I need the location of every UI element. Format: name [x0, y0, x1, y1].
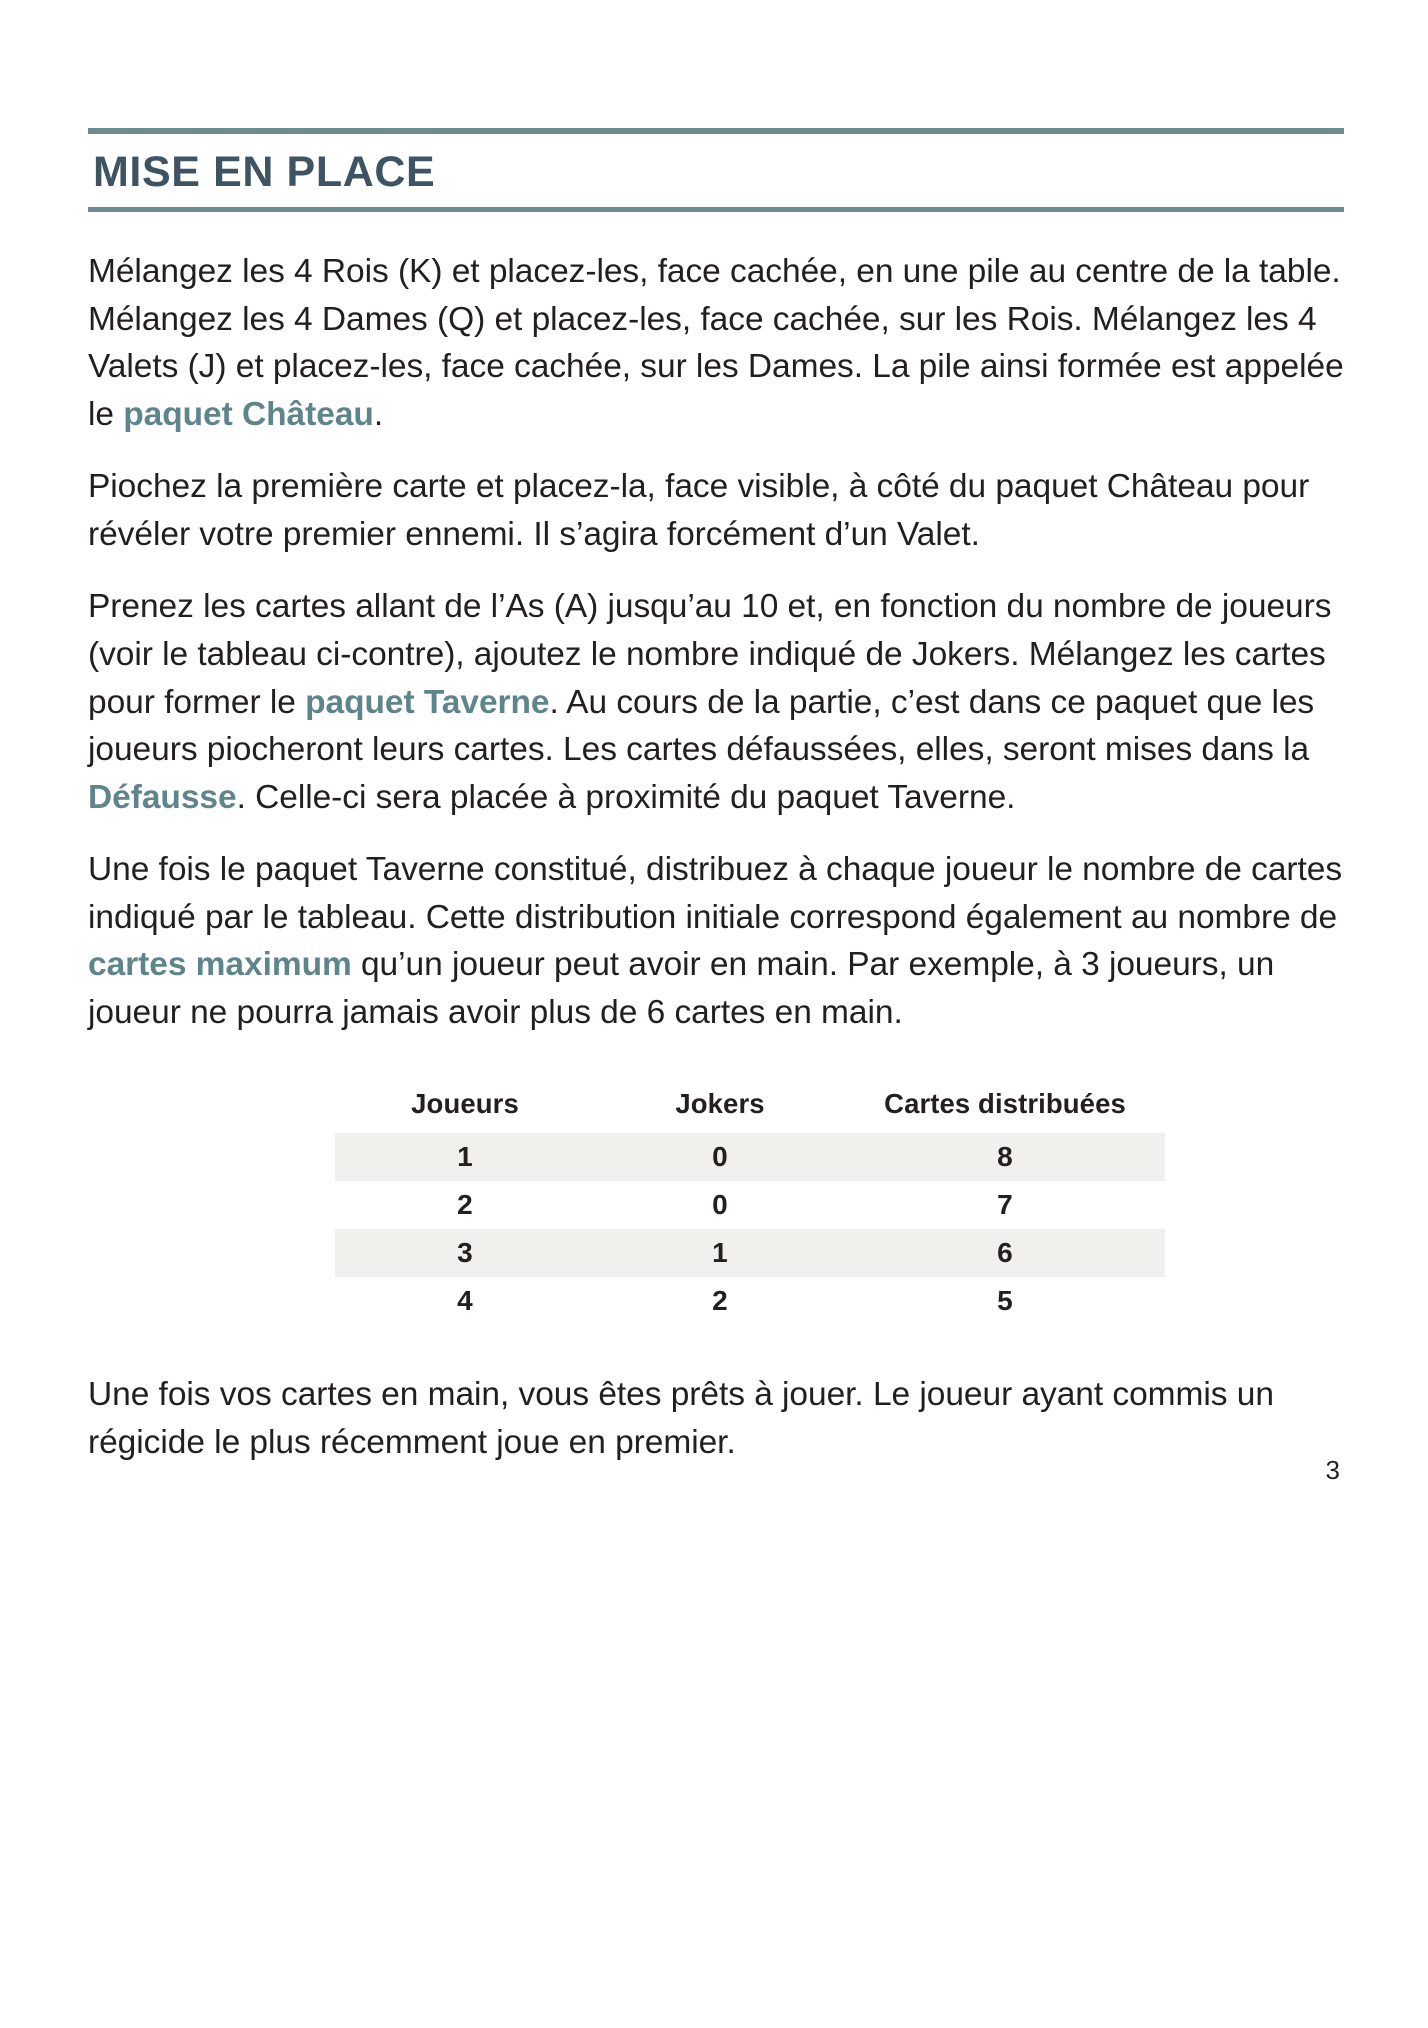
table-row: [335, 1181, 1165, 1229]
players-jokers-cards-table: [335, 1088, 1165, 1325]
paragraph-distribution: Une fois le paquet Taverne constitué, distribuez à chaque joueur le nombre de cartes indiqué par le tableau. Cette distribution initiale correspond également au nombre de cartes maximum qu’un joueur peut avoir en main. Par exemple, à 3 joueurs, un joueur ne pourra jamais avoir plus de 6 cartes en main.: [88, 851, 1343, 1031]
accent-term: paquet Château: [123, 395, 374, 433]
cell-joueurs: 1: [457, 1141, 473, 1173]
cell-jokers: 2: [712, 1285, 728, 1317]
table-head: [335, 1088, 1165, 1133]
column-header-jokers: Jokers: [675, 1088, 765, 1120]
column-header-cartes-distribuees: Cartes distribuées: [884, 1088, 1126, 1120]
paragraph-taverne: Prenez les cartes allant de l’As (A) jusqu’au 10 et, en fonction du nombre de joueurs (voir le tableau ci-contre), ajoutez le nombre indiqué de Jokers. Mélangez les cartes pour former le paquet Taverne. Au cours de la partie, c’est dans ce paquet que les joueurs piocheront leurs cartes. Les cartes défaussées, elles, seront mises dans la Défausse. Celle-ci sera placée à proximité du paquet Taverne.: [88, 588, 1332, 816]
cell-jokers: 1: [712, 1237, 728, 1269]
accent-term: Défausse: [88, 778, 237, 816]
cell-jokers: 0: [712, 1141, 728, 1173]
table-row: [335, 1277, 1165, 1325]
section-header: [88, 128, 1344, 212]
cell-cartes: 6: [997, 1237, 1013, 1269]
cell-joueurs: 3: [457, 1237, 473, 1269]
body-paragraphs: [88, 248, 1344, 1036]
table-body: [335, 1133, 1165, 1325]
column-header-joueurs: Joueurs: [411, 1088, 519, 1120]
closing-paragraphs: [88, 1371, 1344, 1466]
paragraph-chateau: Mélangez les 4 Rois (K) et placez-les, face cachée, en une pile au centre de la table. Mélangez les 4 Dames (Q) et placez-les, face cachée, sur les Rois. Mélangez les 4 Valets (J) et placez-les, face cachée, sur les Dames. La pile ainsi formée est appelée le paquet Château.: [88, 253, 1344, 433]
page-number: 3: [1325, 1455, 1340, 1485]
table-header-row: [335, 1088, 1165, 1133]
table-container: [88, 1088, 1344, 1325]
cell-cartes: 7: [997, 1189, 1013, 1221]
cell-jokers: 0: [712, 1189, 728, 1221]
cell-joueurs: 4: [457, 1285, 473, 1317]
paragraph-premier-ennemi: Piochez la première carte et placez-la, face visible, à côté du paquet Château pour révéler votre premier ennemi. Il s’agira forcément d’un Valet.: [88, 468, 1310, 553]
page-content-column: [88, 0, 1344, 1467]
cell-joueurs: 2: [457, 1189, 473, 1221]
page-title: MISE EN PLACE: [93, 148, 436, 196]
section-rule-bottom: [88, 207, 1344, 212]
cell-cartes: 8: [997, 1141, 1013, 1173]
table-row: [335, 1229, 1165, 1277]
accent-term: cartes maximum: [88, 946, 352, 984]
cell-cartes: 5: [997, 1285, 1013, 1317]
table-row: [335, 1133, 1165, 1181]
accent-term: paquet Taverne: [305, 683, 550, 721]
paragraph-pret-a-jouer: Une fois vos cartes en main, vous êtes prêts à jouer. Le joueur ayant commis un régicide le plus récemment joue en premier.: [88, 1376, 1274, 1461]
